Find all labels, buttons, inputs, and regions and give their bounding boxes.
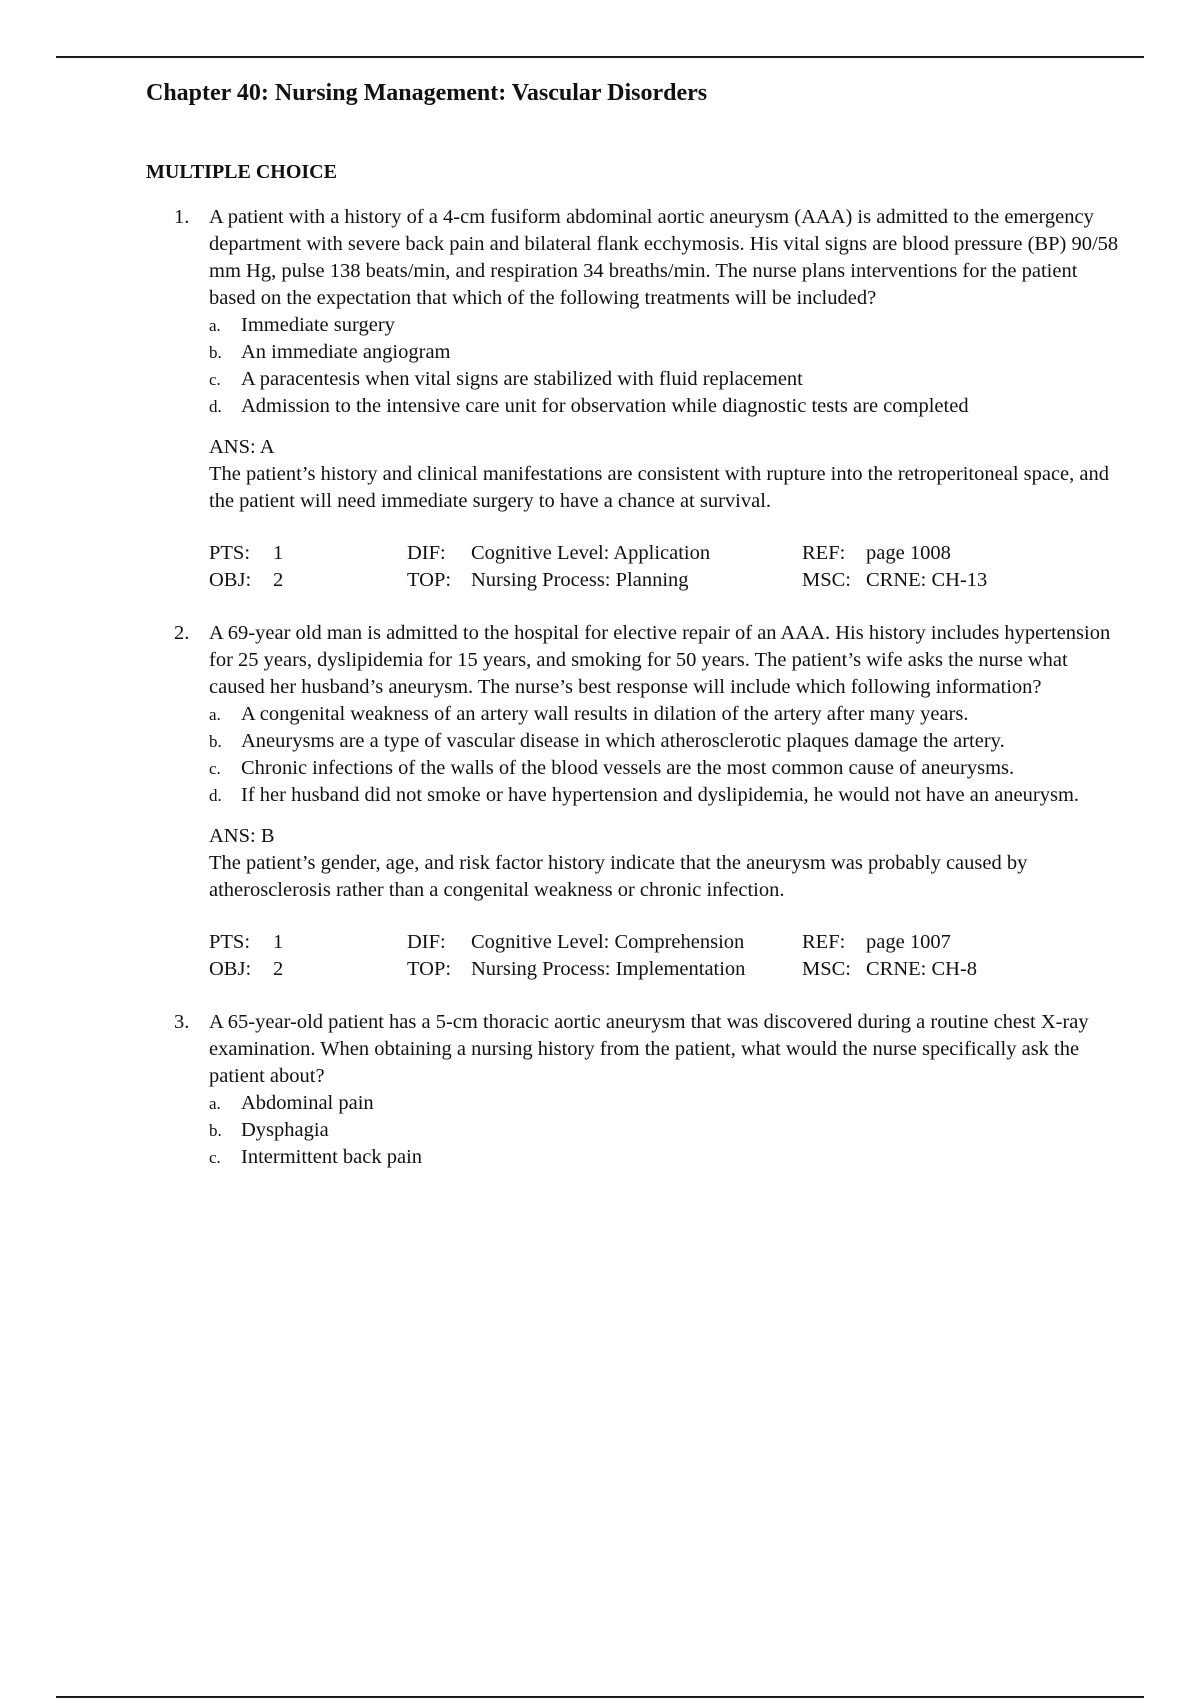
option-text: An immediate angiogram [241,341,451,363]
rationale: The patient’s history and clinical manifestations are consistent with rupture into the retroperitoneal space, and the patient will need immediate surgery to have a chance at survival. [209,463,1110,512]
question-number: 3. [174,1011,190,1033]
meta-dif [407,929,802,956]
question-stem: A 69-year old man is admitted to the hospital for elective repair of an AAA. His history includes hypertension for 25 years, dyslipidemia for 15 years, and smoking for 50 years. The patient’s wife asks the nurse what caused her husband’s aneurysm. The nurse’s best response will include which following information? [209,622,1111,698]
answer-options [209,312,1126,420]
option-text: Abdominal pain [241,1092,374,1114]
question-3 [146,1009,1126,1171]
option-text: A paracentesis when vital signs are stabilized with fluid replacement [241,368,803,390]
meta-top [407,956,802,983]
question-stem: A patient with a history of a 4-cm fusiform abdominal aortic aneurysm (AAA) is admitted to the emergency department with severe back pain and bilateral flank ecchymosis. His vital signs are blood pressure (BP) 90/58 mm Hg, pulse 138 beats/min, and respiration 34 breaths/min. The nurse plans interventions for the patient based on the expectation that which of the following treatments will be included? [209,206,1119,309]
option-c [209,755,1126,782]
meta-key: TOP: [407,958,452,980]
option-text: Aneurysms are a type of vascular disease in which atherosclerotic plaques damage the artery. [241,730,1005,752]
section-title: MULTIPLE CHOICE [146,161,337,183]
meta-key: REF: [802,542,846,564]
option-b [209,339,1126,366]
meta-value: 2 [273,569,284,591]
meta-obj [209,567,407,594]
meta-msc [802,567,1052,594]
option-a [209,312,1126,339]
meta-key: PTS: [209,542,251,564]
meta-dif [407,540,802,567]
option-text: A congenital weakness of an artery wall results in dilation of the artery after many years. [241,703,969,725]
option-text: Admission to the intensive care unit for observation while diagnostic tests are completed [241,395,969,417]
option-c [209,366,1126,393]
question-stem: A 65-year-old patient has a 5-cm thoracic aortic aneurysm that was discovered during a routine chest X-ray examination. When obtaining a nursing history from the patient, what would the nurse specifically ask the patient about? [209,1011,1089,1087]
meta-pts [209,929,407,956]
question-2 [146,620,1126,983]
meta-key: DIF: [407,542,446,564]
meta-value: Cognitive Level: Comprehension [471,931,745,953]
option-letter: c. [209,1148,221,1167]
option-text: Chronic infections of the walls of the blood vessels are the most common cause of aneurysms. [241,757,1015,779]
option-b [209,728,1126,755]
option-letter: c. [209,759,221,778]
meta-value: page 1008 [866,542,951,564]
option-letter: d. [209,786,222,805]
option-letter: b. [209,343,222,362]
meta-msc [802,956,1052,983]
question-metadata [209,540,1126,594]
option-a [209,701,1126,728]
rationale: The patient’s gender, age, and risk factor history indicate that the aneurysm was probably caused by atherosclerosis rather than a congenital weakness or chronic infection. [209,852,1028,901]
option-letter: a. [209,316,221,335]
option-letter: d. [209,397,222,416]
chapter-title: Chapter 40: Nursing Management: Vascular Disorders [146,80,708,106]
meta-key: OBJ: [209,958,252,980]
meta-value: 2 [273,958,284,980]
option-d [209,393,1126,420]
meta-value: CRNE: CH-13 [866,569,988,591]
meta-key: TOP: [407,569,452,591]
meta-top [407,567,802,594]
option-d [209,782,1126,809]
answer-key: ANS: B [209,825,275,847]
option-letter: b. [209,1121,222,1140]
meta-key: REF: [802,931,846,953]
option-a [209,1090,1126,1117]
answer-key: ANS: A [209,436,275,458]
option-letter: a. [209,1094,221,1113]
meta-value: 1 [273,542,284,564]
question-number: 1. [174,206,190,228]
meta-key: MSC: [802,958,851,980]
option-letter: a. [209,705,221,724]
option-text: If her husband did not smoke or have hypertension and dyslipidemia, he would not have an aneurysm. [241,784,1080,806]
answer-options [209,1090,1126,1171]
question-number: 2. [174,622,190,644]
meta-value: 1 [273,931,284,953]
bottom-rule [56,1696,1144,1698]
meta-pts [209,540,407,567]
question-1 [146,204,1126,594]
meta-value: Nursing Process: Planning [471,569,689,591]
option-text: Intermittent back pain [241,1146,423,1168]
option-text: Dysphagia [241,1119,329,1141]
meta-obj [209,956,407,983]
meta-key: PTS: [209,931,251,953]
option-c [209,1144,1126,1171]
meta-ref [802,929,1052,956]
meta-value: CRNE: CH-8 [866,958,978,980]
meta-ref [802,540,1052,567]
meta-key: OBJ: [209,569,252,591]
option-letter: b. [209,732,222,751]
document-body [146,72,1126,1171]
option-text: Immediate surgery [241,314,395,336]
meta-value: page 1007 [866,931,951,953]
top-rule [56,56,1144,58]
meta-value: Cognitive Level: Application [471,542,711,564]
option-b [209,1117,1126,1144]
answer-options [209,701,1126,809]
meta-value: Nursing Process: Implementation [471,958,746,980]
meta-key: DIF: [407,931,446,953]
question-metadata [209,929,1126,983]
option-letter: c. [209,370,221,389]
meta-key: MSC: [802,569,851,591]
